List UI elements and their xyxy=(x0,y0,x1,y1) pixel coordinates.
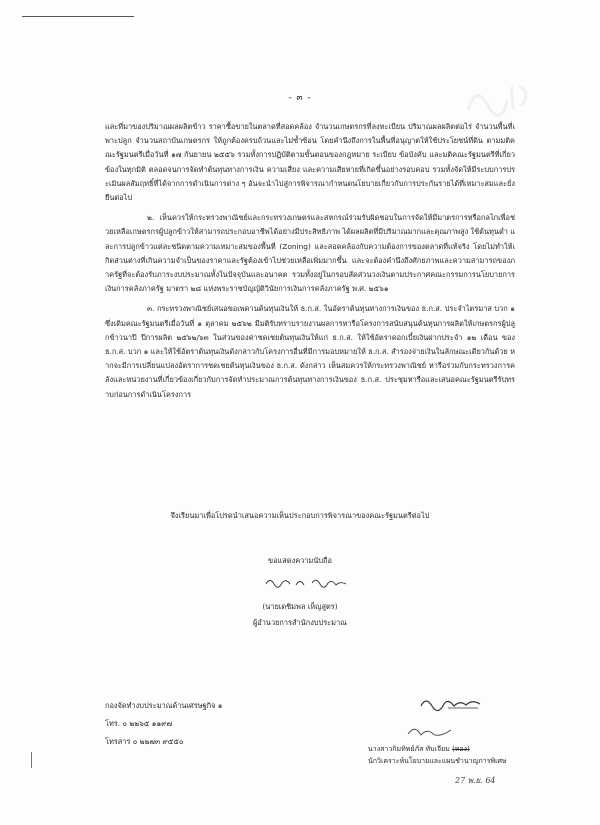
copy-officer xyxy=(368,743,507,767)
paragraph-2: ๒. เห็นควรให้กระทรวงพาณิชย์และกระทรวงเกษตรและสหกรณ์ร่วมรับผิดชอบในการจัดให้มีมาตรการหรือกลไกเพื่อช่วยเหลือเกษตรกรผู้ปลูกข้าวให้สามารถประกอบอาชีพได้อย่างมีประสิทธิภาพ ได้ผลผลิตที่มีปริมาณมากและคุณภาพสูง ใช้ต้นทุนต่ำ และการปลูกข้าวแต่ละชนิดตามความเหมาะสมของพื้นที่ (Zoning) และสอดคล้องกับความต้องการของตลาดที่แท้จริง โดยไม่ทำให้เกิดส่วนต่างที่เกินความจำเป็นของราคาและรัฐต้องเข้าไปช่วยเหลือเพิ่มมากขึ้น และจะต้องคำนึงถึงศักยภาพและความสามารถของภาครัฐที่จะต้องรับภาระงบประมาณทั้งในปัจจุบันและอนาคต รวมทั้งอยู่ในกรอบสัดส่วนวงเงินตามประกาศคณะกรรมการนโยบายการเงินการคลังภาครัฐ มาตรา ๒๘ แห่งพระราชบัญญัติวินัยการเงินการคลังภาครัฐ พ.ศ. ๒๕๖๑ xyxy=(105,213,516,294)
phone-number: โทร. ๐ ๒๒๖๕ ๑๑๙๗ xyxy=(105,719,173,728)
signature xyxy=(262,574,352,590)
page-number: - ๓ - xyxy=(288,93,312,103)
signer-name: (นายเดชิมพล เห็ญสูตร) xyxy=(262,602,338,611)
fax-number: โทรสาร ๐ ๒๒๗๓ ๙๕๕๐ xyxy=(105,737,184,746)
header-rule xyxy=(22,16,132,19)
letter-body xyxy=(105,120,515,402)
paragraph-1: และที่มาของปริมาณผลผลิตข้าว ราคาซื้อขายในตลาดที่สอดคล้อง จำนวนเกษตรกรที่ลงทะเบียน ปริมาณผลผลิตต่อไร่ จำนวนพื้นที่เพาะปลูก จำนวนสถาบันเกษตรกร ให้ถูกต้องครบถ้วนและไม่ซ้ำซ้อน โดยคำนึงถึงการในพื้นที่อนุญาตให้ใช้ประโยชน์ที่ดิน ตามมติคณะรัฐมนตรีเมื่อวันที่ ๑๗ กันยายน ๒๕๕๖ รวมทั้งการปฏิบัติตามขั้นตอนของกฎหมาย ระเบียบ ข้อบังคับ และมติคณะรัฐมนตรีที่เกี่ยวข้องในทุกมิติ ตลอดจนการจัดทำต้นทุนทางการเงิน ความเสี่ยง และความเสียหายที่เกิดขึ้นอย่างรอบคอบ รวมทั้งจัดให้มีระบบการประเมินผลสัมฤทธิ์ที่ได้จากการดำเนินการต่าง ๆ อันจะนำไปสู่การพิจารณากำหนดนโยบายเกี่ยวกับการประกันรายได้ที่เหมาะสมและยั่งยืนต่อไป xyxy=(105,122,515,203)
closing-request: จึงเรียนมาเพื่อโปรดนำเสนอความเห็นประกอบการพิจารณาของคณะรัฐมนตรีต่อไป xyxy=(170,511,430,520)
paragraph-3: ๓. กระทรวงพาณิชย์เสนอขอเพดานต้นทุนเงินให้ ธ.ก.ส. ในอัตราต้นทุนทางการเงินของ ธ.ก.ส. ประจำไตรมาส บวก ๑ ซึ่งเดิมคณะรัฐมนตรีเมื่อวันที่ ๑ ตุลาคม ๒๕๖๒ มีมติรับทราบรายงานผลการหารือโครงการสนับสนุนต้นทุนการผลิตให้เกษตรกรผู้ปลูกข้าวนาปี ปีการผลิต ๒๕๖๒/๖๓ ในส่วนของค่าชดเชยต้นทุนเงินให้แก่ ธ.ก.ส. ให้ใช้อัตราดอกเบี้ยเงินฝากประจำ ๑๒ เดือน ของ ธ.ก.ส. บวก ๑ และให้ใช้อัตราต้นทุนเงินดังกล่าวกับโครงการอื่นที่มีการมอบหมายให้ ธ.ก.ส. สำรองจ่ายเงินในลักษณะเดียวกันด้วย หากจะมีการเปลี่ยนแปลงอัตราการชดเชยต้นทุนเงินของ ธ.ก.ส. ดังกล่าว เห็นสมควรให้กระทรวงพาณิชย์ หารือร่วมกับกระทรวงการคลังและหน่วยงานที่เกี่ยวข้องเกี่ยวกับการจัดทำประมาณการต้นทุนทางการเงินของ ธ.ก.ส. ประชุมหารือและเสนอคณะรัฐมนตรีรับทราบก่อนการดำเนินโครงการ xyxy=(105,304,515,399)
handwritten-date: 27 พ.ย. 64 xyxy=(455,776,496,785)
salutation: ขอแสดงความนับถือ xyxy=(268,556,332,565)
division-name: กองจัดทำงบประมาณด้านเศรษฐกิจ ๑ xyxy=(105,701,223,710)
copy-officer-name: นางสาวกิมทิพย์ภัส ทับเจียม xyxy=(368,745,450,753)
signer-title: ผู้อำนวยการสำนักงบประมาณ xyxy=(252,618,348,627)
copy-signature xyxy=(405,722,455,742)
margin-mark xyxy=(31,752,32,768)
footer-contact xyxy=(105,697,222,751)
initials-signature xyxy=(418,694,488,712)
copy-officer-title: นักวิเคราะห์นโยบายและแผนชำนาญการพิเศษ xyxy=(368,757,507,765)
copy-officer-name-strike: (ทอง) xyxy=(452,745,470,753)
